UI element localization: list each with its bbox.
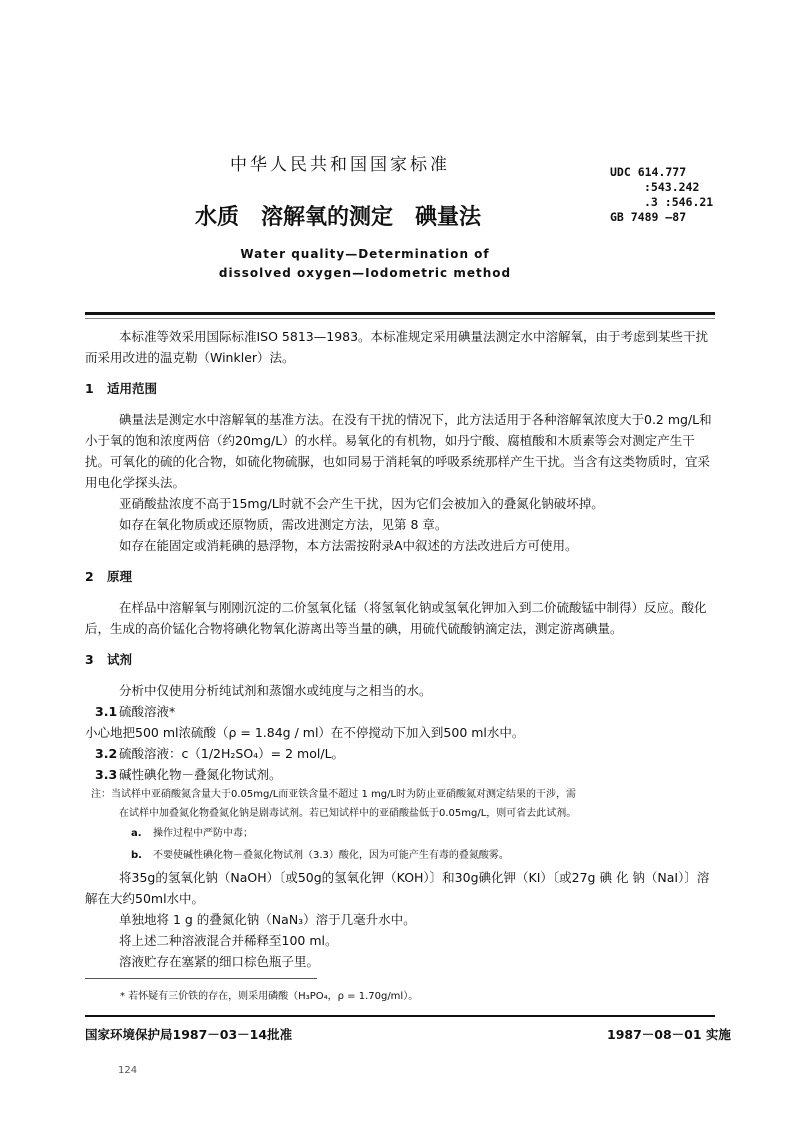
udc-line: .3 :546.21 bbox=[644, 195, 714, 209]
section-2-paragraph: 在样品中溶解氧与刚刚沉淀的二价氢氧化锰（将氢氧化钠或氢氧化钾加入到二价硫酸锰中制得）反应。酸化后，生成的高价锰化合物将碘化物氧化游离出等当量的碘，用硫代硫酸钠滴定法，测定游离碘量。 bbox=[85, 600, 707, 636]
subsection-title: 碱性碘化物－叠氮化物试剂。 bbox=[119, 767, 282, 782]
note-item-text: 操作过程中严防中毒； bbox=[153, 828, 253, 839]
footnote-rule bbox=[85, 978, 317, 979]
section-title: 适用范围 bbox=[107, 381, 158, 396]
section-number: 1 bbox=[85, 381, 94, 396]
reagent-paragraph: 将上述二种溶液混合并稀释至100 ml。 bbox=[119, 933, 338, 948]
section-1-paragraph: 如存在能固定或消耗碘的悬浮物，本方法需按附录A中叙述的方法改进后方可使用。 bbox=[119, 538, 578, 553]
section-title: 试剂 bbox=[107, 652, 133, 667]
title-english bbox=[215, 245, 515, 283]
section-1-paragraph: 如存在氧化物质或还原物质，需改进测定方法，见第 8 章。 bbox=[119, 517, 448, 532]
section-1-paragraph: 亚硝酸盐浓度不高于15mg/L时就不会产生干扰，因为它们会被加入的叠氮化钠破坏掉。 bbox=[119, 496, 604, 511]
note-item-b bbox=[85, 845, 715, 867]
section-title: 原理 bbox=[107, 569, 133, 584]
subsection-3-3 bbox=[85, 764, 715, 785]
subsection-number: 3.2 bbox=[95, 746, 118, 761]
approval-date: 国家环境保护局1987－03－14批准 bbox=[85, 1027, 293, 1042]
subsection-number: 3.1 bbox=[95, 704, 118, 719]
section-1-heading bbox=[85, 378, 715, 399]
note-text-continued: 在试样中加叠氮化物叠氮化钠是剧毒试剂。若已知试样中的亚硝酸盐低于0.05mg/L，则可省去此试剂。 bbox=[119, 808, 577, 819]
title-chinese: 水质 溶解氧的测定 碘量法 bbox=[195, 205, 482, 230]
subsection-text: 硫酸溶液：c（1/2H₂SO₄）= 2 mol/L。 bbox=[119, 746, 345, 761]
subsection-number: 3.3 bbox=[95, 767, 118, 782]
section-number: 3 bbox=[85, 652, 94, 667]
subsection-3-2 bbox=[85, 743, 715, 764]
page-number: 124 bbox=[118, 1065, 138, 1076]
reagent-paragraph: 溶液贮存在塞紧的细口棕色瓶子里。 bbox=[119, 954, 320, 969]
section-2-heading bbox=[85, 566, 715, 587]
reagent-paragraph: 将35g的氢氧化钠（NaOH）〔或50g的氢氧化钾（KOH）〕和30g碘化钾（KI）〔或27g 碘 化 钠（NaI）〕溶解在大约50ml水中。 bbox=[85, 870, 710, 906]
subsection-3-1 bbox=[85, 701, 715, 722]
note-block bbox=[85, 785, 715, 804]
note-item-label: b. bbox=[131, 850, 142, 861]
udc-line: UDC 614.777 bbox=[610, 165, 687, 179]
gb-number: GB 7489 —87 bbox=[610, 210, 687, 224]
note-item-label: a. bbox=[131, 828, 142, 839]
section-1-paragraph: 碘量法是测定水中溶解氧的基准方法。在没有干扰的情况下，此方法适用于各种溶解氧浓度大于0.2 mg/L和小于氧的饱和浓度两倍（约20mg/L）的水样。易氧化的有机物，如丹宁酸、腐植酸和木质素等会对测定产生干扰。可氧化的硫的化合物，如硫化物硫脲，也如同易于消耗氧的呼吸系统那样产生干扰。当含有这类物质时，宜采用电化学探头法。 bbox=[85, 412, 712, 490]
section-3-heading bbox=[85, 649, 715, 670]
title-english-line2: dissolved oxygen—Iodometric method bbox=[218, 266, 512, 280]
section-number: 2 bbox=[85, 569, 94, 584]
standard-name: 中华人民共和国国家标准 bbox=[230, 155, 450, 175]
subsection-3-1-text: 小心地把500 ml浓硫酸（ρ = 1.84g / ml）在不停搅动下加入到500 ml水中。 bbox=[85, 725, 525, 740]
footer-rule bbox=[85, 1015, 715, 1017]
note-label: 注： bbox=[91, 789, 111, 800]
note-item-text: 不要使碱性碘化物－叠氮化物试剂（3.3）酸化，因为可能产生有毒的叠氮酸雾。 bbox=[153, 850, 509, 861]
reagent-paragraph: 单独地将 1 g 的叠氮化钠（NaN₃）溶于几毫升水中。 bbox=[119, 912, 416, 927]
header-rule-thin bbox=[85, 318, 715, 319]
implementation-date: 1987－08－01 实施 bbox=[607, 1027, 731, 1042]
document-body bbox=[85, 326, 715, 972]
header-rule bbox=[85, 312, 715, 315]
intro-paragraph: 本标准等效采用国际标准ISO 5813—1983。本标准规定采用碘量法测定水中溶解氧，由于考虑到某些干扰而采用改进的温克勒（Winkler）法。 bbox=[85, 329, 709, 365]
udc-line: :543.242 bbox=[644, 180, 700, 194]
note-item-a bbox=[85, 823, 715, 845]
title-english-line1: Water quality—Determination of bbox=[240, 247, 490, 261]
note-text: 当试样中亚硝酸氮含量大于0.05mg/L而亚铁含量不超过 1 mg/L时为防止亚硝酸氮对测定结果的干涉，需 bbox=[111, 789, 577, 800]
section-3-paragraph: 分析中仅使用分析纯试剂和蒸馏水或纯度与之相当的水。 bbox=[119, 683, 432, 698]
subsection-title: 硫酸溶液* bbox=[119, 704, 176, 719]
footnote: * 若怀疑有三价铁的存在，则采用磷酸（H₃PO₄，ρ = 1.70g/ml）。 bbox=[120, 991, 419, 1002]
udc-block bbox=[610, 165, 713, 225]
